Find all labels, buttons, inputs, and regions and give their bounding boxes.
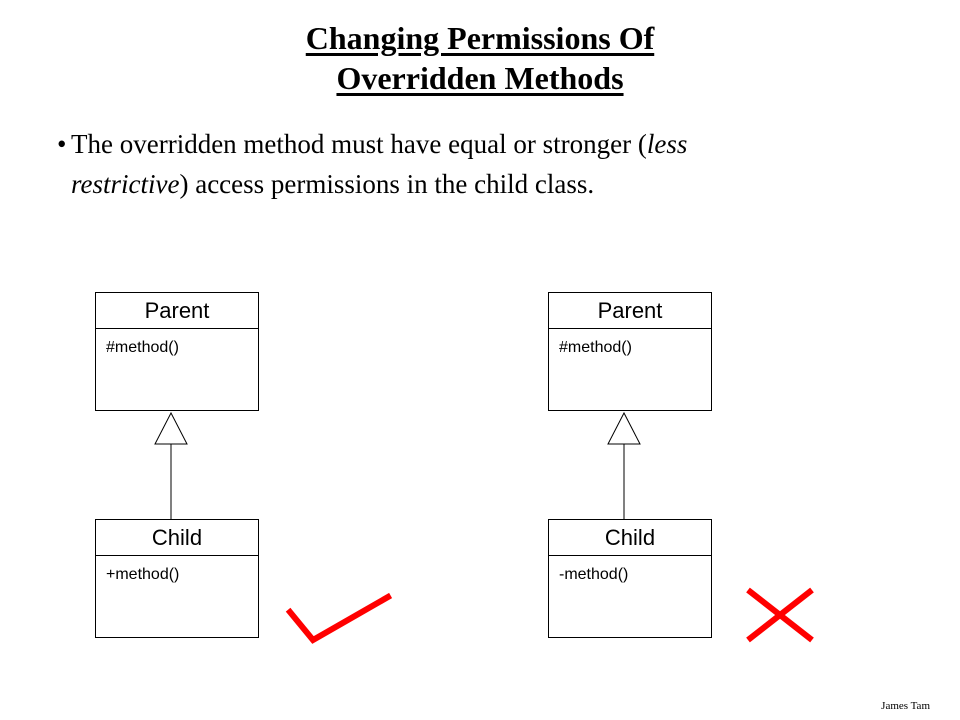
inheritance-arrowhead-left <box>155 413 187 444</box>
class-name: Child <box>96 520 258 556</box>
author-footer: James Tam <box>881 700 930 712</box>
bullet-text-italic-1: less <box>646 129 688 159</box>
class-method: #method() <box>106 339 179 356</box>
uml-class-child-left <box>95 519 259 638</box>
class-method: #method() <box>559 339 632 356</box>
uml-class-parent-right <box>548 292 712 411</box>
class-name: Parent <box>549 293 711 329</box>
title-line-2: Overridden Methods <box>336 60 624 96</box>
class-name: Child <box>549 520 711 556</box>
check-icon <box>290 597 388 640</box>
title-line-1: Changing Permissions Of <box>305 20 655 56</box>
x-icon <box>748 590 812 640</box>
class-name: Parent <box>96 293 258 329</box>
bullet-text-part3: ) access permissions in the child class. <box>179 169 595 199</box>
class-method: -method() <box>559 566 629 583</box>
bullet-marker: • <box>57 129 67 159</box>
class-method: +method() <box>106 566 180 583</box>
bullet-text-part1: The overridden method must have equal or stronger ( <box>71 129 647 159</box>
uml-class-parent-left <box>95 292 259 411</box>
inheritance-arrowhead-right <box>608 413 640 444</box>
uml-class-child-right <box>548 519 712 638</box>
bullet-text-italic-2: restrictive <box>71 169 180 199</box>
